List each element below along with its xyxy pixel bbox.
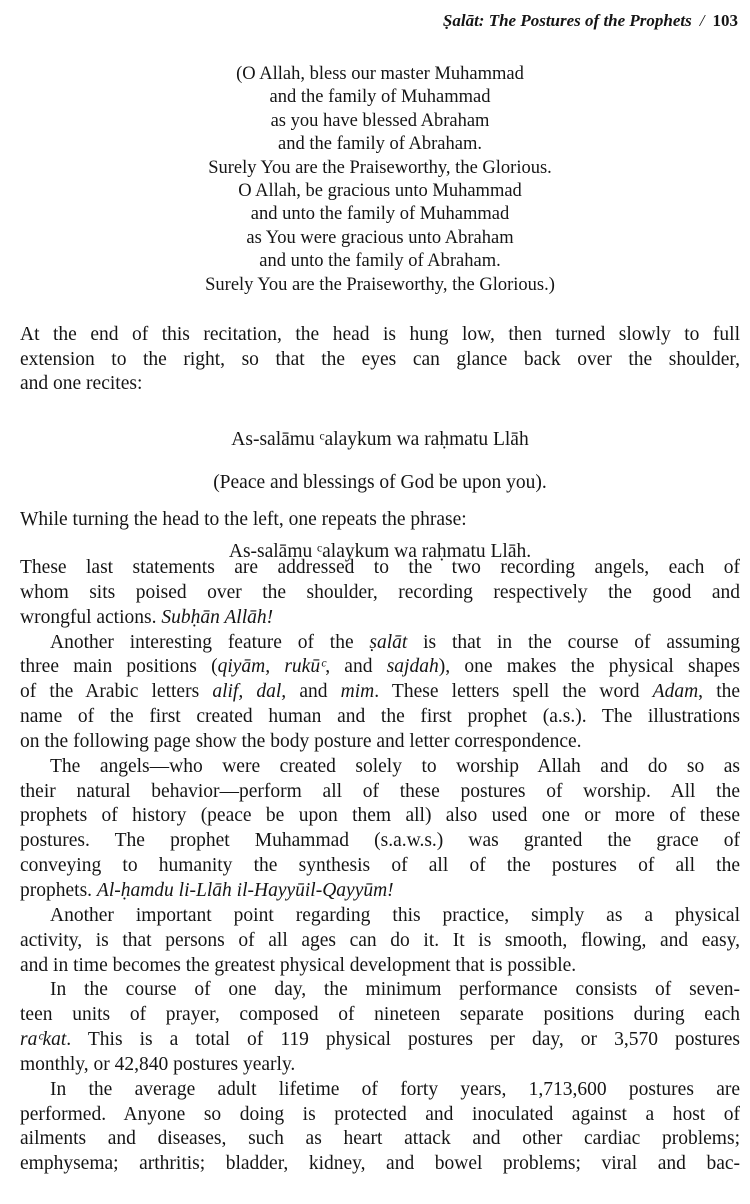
- text-segment: wrongful actions.: [20, 606, 162, 628]
- text-line: [20, 606, 740, 631]
- text-line: [20, 1127, 740, 1152]
- running-header: [443, 11, 738, 31]
- paragraph-recitation: [20, 323, 740, 397]
- salutation-text: As-salāmu ᶜalaykum wa raḥmatu Llāh: [231, 429, 529, 450]
- text-segment: name of the first created human and the first prophet (a.s.). The illustrations: [20, 706, 740, 728]
- italic-term: sajdah: [386, 656, 439, 678]
- text-line: [20, 680, 740, 705]
- verse-line: and the family of Abraham.: [278, 134, 482, 155]
- text-segment: , the: [698, 681, 741, 703]
- page-number: 103: [712, 11, 738, 30]
- text-segment: . This is a total of 119 physical postures per day, or 3,570 postures: [66, 1029, 740, 1051]
- verse-line: Surely You are the Praiseworthy, the Glorious.): [205, 274, 555, 295]
- italic-term: Adam: [652, 681, 699, 703]
- salutation-text: As-salāmu ᶜalaykum wa raḥmatu Llāh.: [228, 541, 532, 562]
- text-segment: performed. Anyone so doing is protected and inoculated against a host of: [20, 1103, 740, 1125]
- text-line: [20, 730, 740, 755]
- text-line: [20, 755, 740, 780]
- paragraph: [20, 755, 740, 904]
- text-line: [20, 705, 740, 730]
- text-line: [20, 581, 740, 606]
- verse-line: as You were gracious unto Abraham: [246, 227, 514, 248]
- paragraph: [20, 556, 740, 631]
- text-line: and one recites:: [20, 373, 143, 394]
- text-line: [20, 1152, 740, 1177]
- text-line: [20, 1103, 740, 1128]
- header-separator: /: [699, 11, 705, 30]
- text-segment: monthly, or 42,840 postures yearly.: [20, 1053, 296, 1075]
- text-segment: prophets of history (peace be upon them all) also used one or more of these: [20, 805, 740, 827]
- text-line: extension to the right, so that the eyes can glance back over the shoulder,: [20, 348, 740, 370]
- text-line: [20, 854, 740, 879]
- text-segment: The angels—who were created solely to worship Allah and do so as: [50, 755, 740, 777]
- text-line: At the end of this recitation, the head is hung low, then turned slowly to full: [20, 324, 740, 345]
- verse-line: and the family of Muhammad: [269, 87, 491, 108]
- text-line: [20, 655, 740, 680]
- running-title: Ṣalāt: The Postures of the Prophets: [442, 11, 692, 30]
- text-segment: their natural behavior—perform all of these postures of worship. All the: [20, 780, 740, 802]
- italic-term: mim: [340, 681, 375, 703]
- salutation-right: [20, 428, 740, 453]
- text-line: [20, 978, 740, 1003]
- paragraph-turning-left: [20, 508, 740, 533]
- text-line: [20, 631, 740, 656]
- text-segment: ), one makes the physical shapes: [438, 656, 740, 678]
- text-line: [20, 904, 740, 929]
- italic-term: Subḥān Allāh!: [161, 606, 274, 628]
- prayer-verse: [0, 63, 750, 297]
- text-line: [20, 1028, 740, 1053]
- text-segment: Another interesting feature of the: [50, 631, 370, 653]
- text-segment: and in time becomes the greatest physical development that is possible.: [20, 954, 577, 976]
- text-segment: In the average adult lifetime of forty years, 1,713,600 postures are: [50, 1078, 740, 1100]
- paragraph: [20, 978, 740, 1077]
- text-line: [20, 556, 740, 581]
- text-segment: on the following page show the body posture and letter correspondence.: [20, 730, 582, 752]
- body-text: [20, 556, 740, 1177]
- text-segment: conveying to humanity the synthesis of all of the postures of all the: [20, 855, 740, 877]
- text-line: [20, 929, 740, 954]
- text-line: [20, 954, 740, 979]
- italic-term: raᶜkat: [20, 1029, 67, 1051]
- text-segment: In the course of one day, the minimum performance consists of seven-: [50, 979, 740, 1001]
- text-line: [20, 804, 740, 829]
- italic-term: ṣalāt: [369, 631, 408, 653]
- italic-term: alif, dal,: [212, 681, 287, 703]
- text-segment: , and: [325, 656, 387, 678]
- text-segment: and: [286, 681, 341, 703]
- italic-term: qiyām, rukūᶜ: [217, 656, 326, 678]
- text-segment: whom sits poised over the shoulder, recording respectively the good and: [20, 581, 740, 603]
- text-segment: prophets.: [20, 879, 97, 901]
- text-line: [20, 829, 740, 854]
- verse-line: and unto the family of Abraham.: [259, 251, 501, 272]
- text-segment: of the Arabic letters: [20, 681, 213, 703]
- text-line: [20, 879, 740, 904]
- text-segment: . These letters spell the word: [374, 681, 653, 703]
- text-line: [20, 1078, 740, 1103]
- verse-line: O Allah, be gracious unto Muhammad: [238, 181, 522, 202]
- text-segment: postures. The prophet Muhammad (s.a.w.s.) was granted the grace of: [20, 830, 740, 852]
- verse-line: (O Allah, bless our master Muhammad: [236, 64, 524, 84]
- paragraph-text: While turning the head to the left, one repeats the phrase:: [20, 509, 467, 530]
- text-segment: teen units of prayer, composed of nineteen separate positions during each: [20, 1004, 740, 1026]
- italic-term: Al-ḥamdu li-Llāh il-Hayyūil-Qayyūm!: [96, 879, 394, 901]
- translation-text: (Peace and blessings of God be upon you).: [213, 472, 547, 493]
- text-line: [20, 1003, 740, 1028]
- verse-line: Surely You are the Praiseworthy, the Glorious.: [208, 157, 552, 178]
- paragraph: [20, 631, 740, 755]
- verse-line: as you have blessed Abraham: [270, 110, 490, 131]
- text-line: [20, 780, 740, 805]
- text-segment: activity, is that persons of all ages can do it. It is smooth, flowing, and easy,: [20, 929, 740, 951]
- text-line: [20, 1053, 740, 1078]
- verse-line: and unto the family of Muhammad: [250, 204, 510, 225]
- text-segment: ailments and diseases, such as heart attack and other cardiac problems;: [20, 1128, 740, 1150]
- text-segment: three main positions (: [20, 656, 218, 678]
- text-segment: Another important point regarding this practice, simply as a physical: [50, 904, 740, 926]
- text-segment: is that in the course of assuming: [407, 631, 740, 653]
- text-segment: These last statements are addressed to the two recording angels, each of: [20, 557, 740, 578]
- paragraph: [20, 1078, 740, 1177]
- text-segment: emphysema; arthritis; bladder, kidney, and bowel problems; viral and bac-: [20, 1153, 740, 1175]
- paragraph: [20, 904, 740, 979]
- salutation-translation: [20, 471, 740, 496]
